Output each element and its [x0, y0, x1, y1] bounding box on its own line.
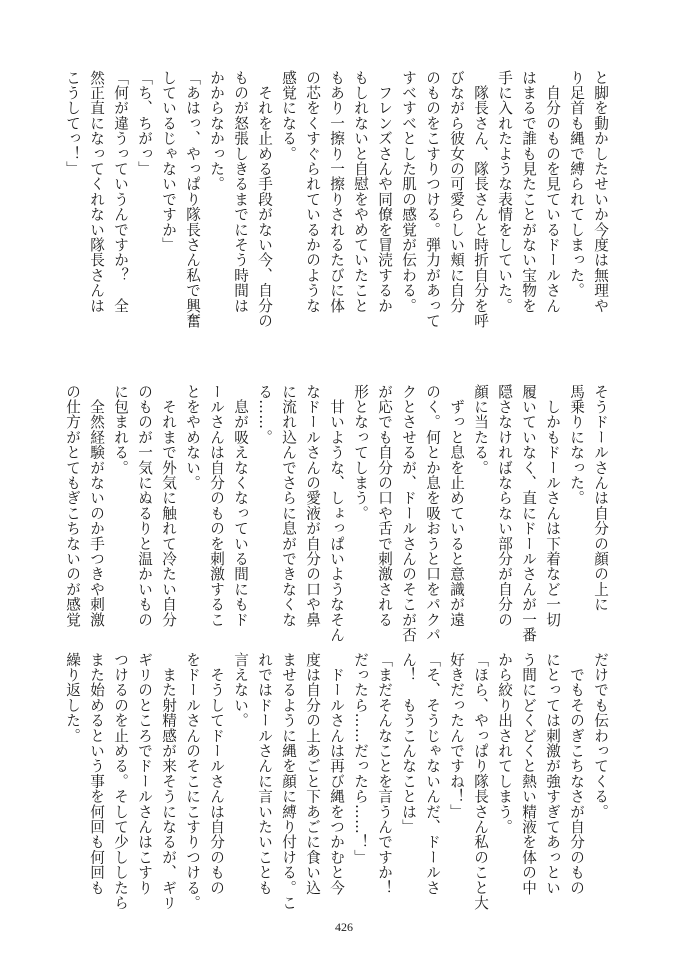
- text-line: ずっと息を止めていると意識が遠: [448, 384, 465, 628]
- text-line: 息が吸えなくなっている間にもド: [232, 384, 249, 628]
- text-line: 手に入れたような表情をしていた。: [496, 70, 513, 314]
- text-line: と脚を動かしたせいか今度は無理や: [592, 70, 609, 314]
- text-line: う間にどくどくと熱い精液を体の中: [520, 652, 537, 896]
- text-line: る……。: [256, 384, 273, 445]
- text-line: 自分のものを見ているドールさん: [544, 70, 561, 314]
- text-line: 繰り返した。: [64, 652, 81, 744]
- text-line: 「ち、ちがっ」: [136, 70, 153, 177]
- text-line: でもそのぎこちなさが自分のもの: [568, 652, 585, 896]
- text-line: 「ほら、やっぱり隊長さん私のこと大: [472, 652, 489, 911]
- text-line: もあり一擦り一擦りされるたびに体: [328, 70, 345, 314]
- text-line: 隊長さん、隊長さんと時折自分を呼: [472, 70, 489, 329]
- text-line: に包まれる。: [112, 384, 129, 476]
- text-line: ん！ もうこんなことは」: [400, 652, 417, 835]
- text-line: 馬乗りになった。: [568, 384, 585, 506]
- text-line: だけでも伝わってくる。: [592, 652, 609, 820]
- text-line: 顔に当たる。: [472, 384, 489, 476]
- text-line: のものをこすりつける。弾力があって: [424, 70, 441, 329]
- text-line: の仕方がとてもぎこちないのが感覚: [64, 384, 81, 628]
- text-line: とをやめない。: [184, 384, 201, 491]
- text-line: れではドールさんに言いたいことも: [256, 652, 273, 896]
- text-line: しているじゃないですか」: [160, 70, 177, 253]
- text-line: つけるのを止める。そして少ししたら: [112, 652, 129, 911]
- text-line: 隠さなければならない部分が自分の: [496, 384, 513, 628]
- text-line: もしれないと自慰をやめていたこと: [352, 70, 369, 314]
- text-line: 然正直になってくれない隊長さんは: [88, 70, 105, 314]
- text-line: ませるように縄を顔に縛り付ける。こ: [280, 652, 297, 911]
- text-line: ールさんは自分のものを刺激するこ: [208, 384, 225, 628]
- text-line: 「何が違うっていうんですか？ 全: [112, 70, 129, 314]
- text-line: ドールさんは再び縄をつかむと今: [328, 652, 345, 896]
- text-line: のく。何とか息を吸おうと口をパクパ: [424, 384, 441, 643]
- page-number: 426: [335, 920, 353, 934]
- text-line: びながら彼女の可愛らしい頬に自分: [448, 70, 465, 314]
- text-line: 「まだそんなことを言うんですか！: [376, 652, 393, 896]
- text-line: ギリのところでドールさんはこすり: [136, 652, 153, 896]
- text-line: はまるで誰も見たことがない宝物を: [520, 70, 537, 314]
- text-line: 全然経験がないのか手つきや刺激: [88, 384, 105, 628]
- text-line: り足首も縄で縛られてしまった。: [568, 70, 585, 298]
- text-line: 言えない。: [232, 652, 249, 728]
- text-line: 度は自分の上あごと下あごに食い込: [304, 652, 321, 896]
- text-line: 好きだったんですね！」: [448, 652, 465, 820]
- text-line: 形となってしまう。: [352, 384, 369, 521]
- text-line: だったら……だったら……！」: [352, 652, 369, 865]
- text-block-bottom: [64, 652, 612, 911]
- text-line: しかもドールさんは下着など一切: [544, 384, 561, 628]
- text-line: 「そ、そうじゃないんだ、ドールさ: [424, 652, 441, 896]
- text-line: また始めるという事を何回も何回も: [88, 652, 105, 896]
- text-line: すべすべとした肌の感覚が伝わる。: [400, 70, 417, 314]
- text-line: 感覚になる。: [280, 70, 297, 162]
- text-line: のものが一気にぬるりと温かいもの: [136, 384, 153, 628]
- text-line: そうドールさんは自分の顔の上に: [592, 384, 609, 612]
- text-line: それまで外気に触れて冷たい自分: [160, 384, 177, 628]
- text-line: こうしてっ！」: [64, 70, 81, 177]
- text-line: そうしてドールさんは自分のもの: [208, 652, 225, 896]
- text-line: 甘いような、しょっぱいようなそん: [328, 384, 345, 643]
- text-line: から絞り出されてしまう。: [496, 652, 513, 835]
- text-line: 履いていなく、直にドールさんが一番: [520, 384, 537, 643]
- text-line: なドールさんの愛液が自分の口や鼻: [304, 384, 321, 628]
- text-line: それを止める手段がない今、自分の: [256, 70, 273, 329]
- text-line: が応でも自分の口や舌で刺激される: [376, 384, 393, 628]
- text-line: フレンズさんや同僚を冒涜するか: [376, 70, 393, 314]
- text-line: かからなかった。: [208, 70, 225, 192]
- text-block-top: [64, 70, 612, 370]
- text-block-middle: [64, 384, 612, 643]
- text-line: ものが怒張しきるまでにそう時間は: [232, 70, 249, 314]
- text-line: クとさせるが、ドールさんのそこが否: [400, 384, 417, 643]
- text-line: に流れ込んでさらに息ができなくな: [280, 384, 297, 628]
- text-line: をドールさんのそこにこすりつける。: [184, 652, 201, 911]
- text-line: 「あはっ、やっぱり隊長さん私で興奮: [184, 70, 201, 329]
- text-line: にとっては刺激が強すぎてあっとい: [544, 652, 561, 896]
- text-line: また射精感が来そうになるが、ギリ: [160, 652, 177, 911]
- text-line: の芯をくすぐられているかのような: [304, 70, 321, 314]
